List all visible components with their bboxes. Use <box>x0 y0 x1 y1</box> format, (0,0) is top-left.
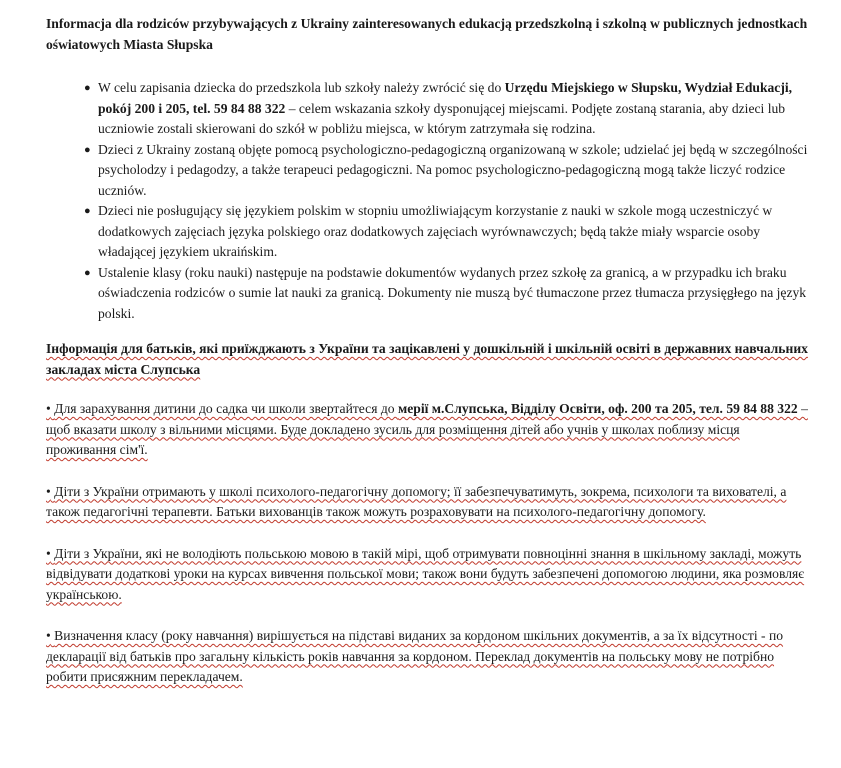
list-item <box>46 201 813 263</box>
bullet-icon: ● <box>84 82 91 94</box>
para-text: Діти з України отримають у школі психолого-педагогічну допомогу; її забезпечуватимуть, зокрема, психологи та вихователі, а також педагогічні терапевти. Батьки вихованців також можуть розраховувати на психолого-педагогічну допомогу. <box>46 483 787 519</box>
office-contact: Urzędu Miejskiego w Słupsku, Wydział Edukacji, pokój 200 i 205, tel. 59 84 88 322 <box>98 80 793 116</box>
bullet-icon: • <box>46 545 51 561</box>
list-item <box>46 78 813 140</box>
item-text: Ustalenie klasy (roku nauki) następuje na podstawie dokumentów wydanych przez szkołę za granicą, a w przypadku ich braku oświadczenia rodziców o sumie lat nauki za granicą. Dokumenty nie muszą być tłumaczone przez tłumacza przysięgłego na język polski. <box>98 264 807 321</box>
para-text: Визначення класу (року навчання) вирішується на підставі виданих за кордоном шкільних документів, а за їх відсутності - по декларації від батьків про загальну кількість років навчання за кордоном. Переклад документів на польську мову не потрібно робити присяжним перекладачем. <box>46 628 784 684</box>
bullet-icon: • <box>46 401 51 416</box>
bullet-icon: ● <box>84 205 91 217</box>
polish-info-list <box>46 78 813 324</box>
polish-heading: Informacja dla rodziców przybywających z Ukrainy zainteresowanych edukacją przedszkolną i szkolną w publicznych jednostkach oświatowych Miasta Słupska <box>46 16 808 52</box>
ukrainian-heading: Інформація для батьків, які приїжджають з України та зацікавлені у дошкільній і шкільній освіті в державних навчальних закладах міста Слупська <box>46 341 808 377</box>
item-text: W celu zapisania dziecka do przedszkola lub szkoły należy zwrócić się do <box>98 80 505 95</box>
bullet-icon: • <box>46 483 51 499</box>
para-text: Діти з України, які не володіють польською мовою в такій мірі, щоб отримувати повноцінні знання в шкільному закладі, можуть відвідувати додаткові уроки на курсах вивчення польської мови; також вони будуть забезпечені допомогою людини, яка розмовляє українською. <box>46 545 805 602</box>
item-text: Dzieci z Ukrainy zostaną objęte pomocą psychologiczno-pedagogiczną organizowaną w szkole; udzielać jej będą w szczególności psycholodzy i pedagodzy, a także terapeuci pedagogiczni. Na pomoc psychologiczno-pedagogiczną mogą także liczyć rodzice uczniów. <box>98 141 808 198</box>
bullet-icon: ● <box>84 143 91 156</box>
bullet-icon: ● <box>84 266 91 279</box>
ukrainian-paragraph <box>46 544 813 606</box>
item-text-cont: – celem wskazania szkoły dysponującej miejscami. Podjęte zostaną starania, aby dzieci lub uczniowie zostali skierowani do szkół w pobliżu miejsca, w którym zatrzymała się rodzina. <box>98 100 786 136</box>
bullet-icon: • <box>46 628 51 643</box>
list-item <box>46 140 813 202</box>
ukrainian-paragraph <box>46 482 813 523</box>
para-text-cont: – щоб вказати школу з вільними місцями. Буде докладено зусиль для розміщення дітей або учнів у школах поблизу місця проживання сім'ї. <box>46 401 808 457</box>
ukrainian-paragraph <box>46 626 813 688</box>
para-text: Для зарахування дитини до садка чи школи звертайтеся до <box>54 401 398 416</box>
item-text: Dzieci nie posługujący się językiem polskim w stopniu umożliwiającym korzystanie z nauki w szkole mogą uczestniczyć w dodatkowych zajęciach języka polskiego oraz dodatkowych zajęciach wyrównawczych; będą także miały wsparcie osoby władającej językiem ukraińskim. <box>98 203 773 259</box>
list-item <box>46 263 813 325</box>
ukrainian-paragraph <box>46 399 813 461</box>
office-contact: мерії м.Слупська, Відділу Освіти, оф. 200 та 205, тел. 59 84 88 322 <box>397 401 798 416</box>
